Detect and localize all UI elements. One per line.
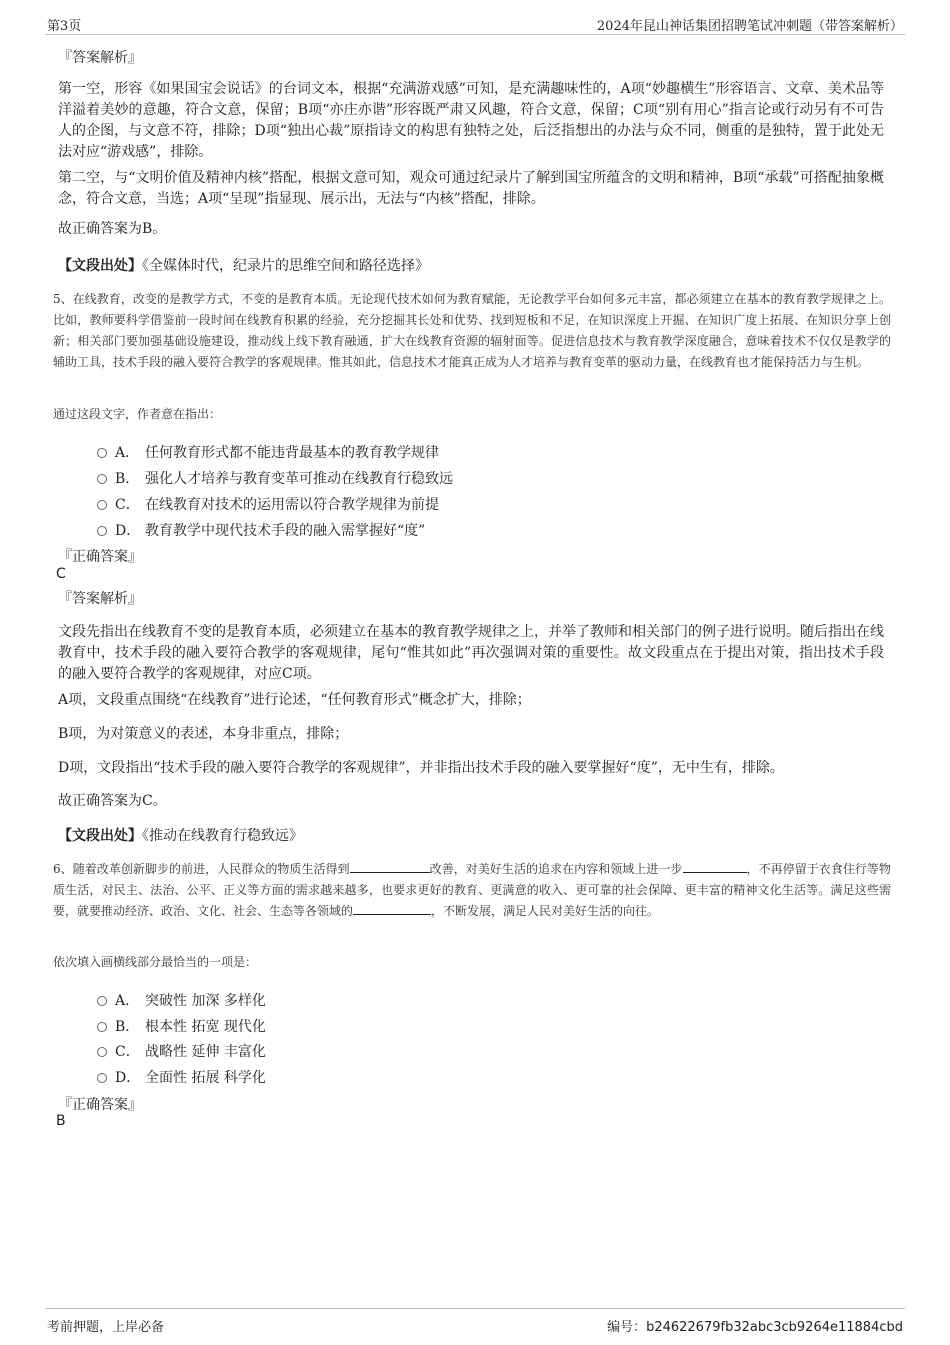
analysis-option-a: A项，文段重点围绕“在线教育”进行论述，“任何教育形式”概念扩大，排除； [58, 692, 531, 708]
answer-tag: 『正确答案』 [58, 549, 142, 565]
question-5-option-d[interactable]: D． 教育教学中现代技术手段的融入需掌握好“度” [97, 520, 425, 540]
radio-icon[interactable] [97, 1022, 107, 1032]
source-label: 【文段出处】 [58, 258, 142, 274]
radio-icon[interactable] [97, 448, 107, 458]
answer-value: C [56, 566, 66, 582]
analysis-paragraph-1: 文段先指出在线教育不变的是教育本质，必须建立在基本的教育教学规律之上，并举了教师和相关部门的例子进行说明。随后指出在线教育中，技术手段的融入要符合教学的客观规律，尾句“惟其如此”再次强调对策的重要性。故文段重点在于提出对策，指出技术手段的融入要符合教学的客观规律，对应C项。 [58, 624, 884, 682]
fill-blank-3[interactable] [353, 902, 431, 915]
source-line [58, 825, 303, 845]
conclusion: 故正确答案为B。 [58, 221, 167, 237]
document-code: 编号：b24622679fb32abc3cb9264e11884cbd [607, 1320, 903, 1335]
radio-icon[interactable] [97, 1047, 107, 1057]
page-number: 第3页 [47, 19, 82, 34]
question-6-option-a[interactable]: A． 突破性 加深 多样化 [97, 990, 266, 1010]
radio-icon[interactable] [97, 526, 107, 536]
radio-icon[interactable] [97, 996, 107, 1006]
page-header [45, 12, 905, 35]
analysis-paragraph-2: 第二空，与“文明价值及精神内核”搭配，根据文意可知，观众可通过纪录片了解到国宝所蕴含的文明和精神，B项“承载”可搭配抽象概念，符合文意，当选；A项“呈现”指显现、展示出，无法与“内核”搭配，排除。 [58, 170, 884, 207]
question-6-option-b[interactable]: B． 根本性 拓宽 现代化 [97, 1016, 266, 1036]
question-6-prompt: 依次填入画横线部分最恰当的一项是： [53, 955, 258, 969]
question-6-option-c[interactable]: C． 战略性 延伸 丰富化 [97, 1041, 266, 1061]
question-5-option-b[interactable]: B． 强化人才培养与教育变革可推动在线教育行稳致远 [97, 468, 453, 488]
source-text: 《推动在线教育行稳致远》 [142, 828, 303, 844]
radio-icon[interactable] [97, 474, 107, 484]
source-line [58, 255, 429, 275]
question-6-option-d[interactable]: D． 全面性 拓展 科学化 [97, 1067, 266, 1087]
analysis-option-b: B项，为对策意义的表述，本身非重点，排除； [58, 726, 349, 742]
radio-icon[interactable] [97, 500, 107, 510]
question-5-option-c[interactable]: C． 在线教育对技术的运用需以符合教学规律为前提 [97, 494, 439, 514]
answer-tag: 『正确答案』 [58, 1097, 142, 1113]
radio-icon[interactable] [97, 1073, 107, 1083]
question-5-option-a[interactable]: A． 任何教育形式都不能违背最基本的教育教学规律 [97, 442, 439, 462]
source-text: 《全媒体时代，纪录片的思维空间和路径选择》 [142, 258, 429, 274]
document-title: 2024年昆山神话集团招聘笔试冲刺题（带答案解析） [596, 19, 903, 34]
question-6-text: 6、随着改革创新脚步的前进，人民群众的物质生活得到 改善，对美好生活的追求在内容和领域上进一步 ，不再停留于衣食住行等物质生活，对民主、法治、公平、正义等方面的需求越来越多，也要求更好的教育、更满意的收入、更可靠的社会保障、更丰富的精神文化生活等。满足这些需要，就要推动经济、政治、文化、社会、生态等各领域的 ，不断发展，满足人民对美好生活的向往。 [53, 862, 891, 918]
question-5-prompt: 通过这段文字，作者意在指出： [53, 407, 222, 421]
analysis-tag: 『答案解析』 [58, 50, 142, 66]
page-footer [45, 1308, 905, 1339]
question-5-text: 5、在线教育，改变的是教学方式，不变的是教育本质。无论现代技术如何为教育赋能，无论教学平台如何多元丰富，都必须建立在基本的教育教学规律之上。比如，教师要科学借鉴前一段时间在线教育积累的经验，充分挖掘其长处和优势、找到短板和不足，在知识深度上开掘、在知识广度上拓展、在知识分享上创新；相关部门要加强基础设施建设，推动线上线下教育融通，扩大在线教育资源的辐射面等。促进信息技术与教育教学深度融合，意味着技术不仅仅是教学的辅助工具，技术手段的融入要符合教学的客观规律。惟其如此，信息技术才能真正成为人才培养与教育变革的驱动力量，在线教育也才能保持活力与生机。 [53, 292, 891, 369]
analysis-option-d: D项，文段指出“技术手段的融入要符合教学的客观规律”，并非指出技术手段的融入要掌握好“度”，无中生有，排除。 [58, 760, 784, 776]
analysis-tag: 『答案解析』 [58, 591, 142, 607]
answer-value: B [56, 1113, 66, 1129]
conclusion: 故正确答案为C。 [58, 793, 167, 809]
fill-blank-1[interactable] [350, 860, 430, 873]
analysis-paragraph-1: 第一空，形容《如果国宝会说话》的台词文本，根据“充满游戏感”可知，是充满趣味性的，A项“妙趣横生”形容语言、文章、美术品等洋溢着美妙的意趣，符合文意，保留；B项“亦庄亦谐”形容既严肃又风趣，符合文意，保留；C项“别有用心”指言论或行动另有不可告人的企图，与文意不符，排除；D项“独出心裁”原指诗文的构思有独特之处，后泛指想出的办法与众不同，侧重的是独特，置于此处无法对应“游戏感”，排除。 [58, 81, 884, 160]
source-label: 【文段出处】 [58, 828, 142, 844]
footer-slogan: 考前押题，上岸必备 [47, 1320, 165, 1335]
fill-blank-2[interactable] [683, 860, 747, 873]
